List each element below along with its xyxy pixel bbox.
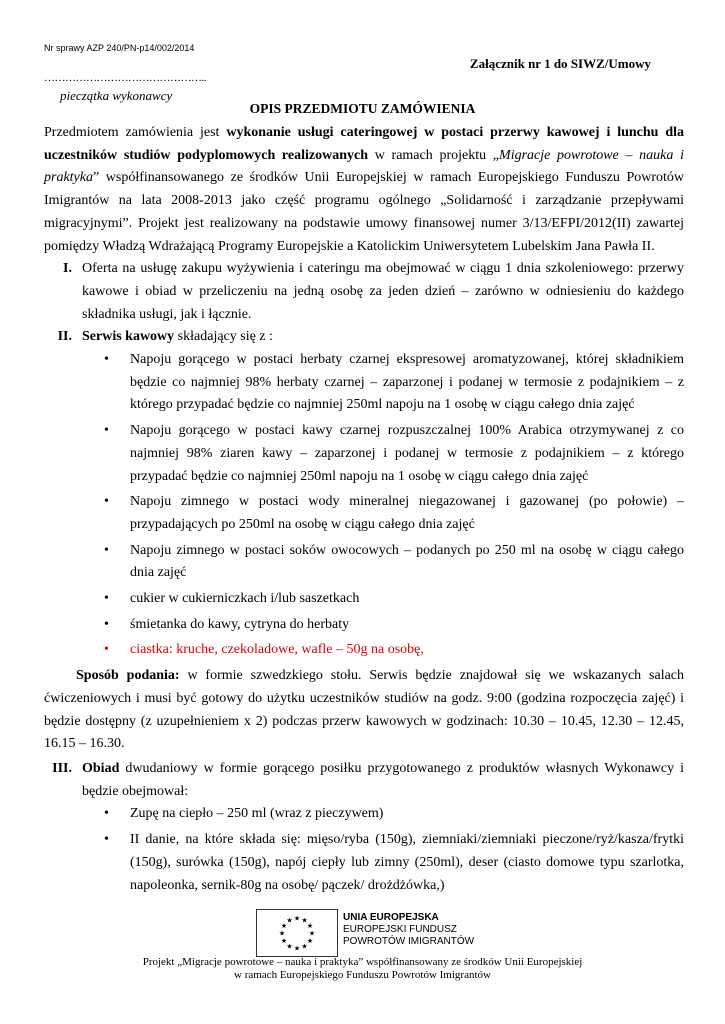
eu-star-icon: ★ bbox=[306, 922, 314, 930]
list-item: • cukier w cukierniczkach i/lub saszetkach bbox=[104, 588, 684, 611]
serving-label: Sposób podania: bbox=[76, 668, 180, 684]
list-item: • Napoju gorącego w postaci herbaty czarnej ekspresowej aromatyzowanej, której składnikiem będzie co najmniej 98% herbaty czarnej – zaparzonej i podanej w termosie z podajnikiem – z którego przypadać będzie co najmniej 250ml napoju na 1 osobę w ciągu całego dnia zajęć bbox=[104, 349, 684, 417]
eu-star-icon: ★ bbox=[286, 916, 293, 925]
footer-line-2: w ramach Europejskiego Funduszu Powrotów Imigrantów bbox=[234, 969, 491, 981]
eu-star-icon: ★ bbox=[293, 944, 301, 953]
eu-flag-logo bbox=[256, 909, 338, 957]
eu-logo-text bbox=[343, 912, 474, 948]
section-2 bbox=[44, 326, 684, 349]
list-item-highlighted: • ciastka: kruche, czekoladowe, wafle – 50g na osobę, bbox=[104, 639, 684, 662]
eu-star-icon: ★ bbox=[306, 937, 314, 945]
attachment-label: Załącznik nr 1 do SIWZ/Umowy bbox=[469, 56, 651, 71]
list-item: • II danie, na które składa się: mięso/ryba (150g), ziemniaki/ziemniaki pieczone/ryż/kasza/frytki (150g), surówka (150g), napój ciepły lub zimny (250ml), deser (ciasto domowe typu szarlotka, napoleonka, sernik-80g na osobę/ pączek/ drożdżówka,) bbox=[104, 829, 684, 897]
intro-bold: wykonanie usługi cateringowej w postaci przerwy kawowej i lunchu dla uczestników studiów podyplomowych realizowanych bbox=[44, 125, 684, 163]
eu-star-icon: ★ bbox=[293, 914, 301, 923]
list-item: • Zupę na ciepło – 250 ml (wraz z pieczywem) bbox=[104, 803, 684, 826]
intro-text-2: w ramach projektu „ bbox=[368, 147, 500, 163]
eu-star-icon: ★ bbox=[286, 942, 293, 951]
eu-star-icon: ★ bbox=[280, 937, 288, 945]
section-3-number: III. bbox=[52, 760, 72, 776]
eu-line-1: UNIA EUROPEJSKA bbox=[343, 912, 439, 923]
list-item: • Napoju gorącego w postaci kawy czarnej rozpuszczalnej 100% Arabica otrzymywanej z co najmniej 98% ziaren kawy – zaparzonej i podanej w termosie z podajnikiem – z którego przypadać będzie co najmniej 250ml napoju na 1 osobę w ciągu całego dnia zajęć bbox=[104, 420, 684, 488]
eu-star-icon: ★ bbox=[301, 916, 308, 925]
section-3-rest: dwudaniowy w formie gorącego posiłku przygotowanego z produktów własnych Wykonawcy i będzie obejmował: bbox=[82, 760, 684, 799]
stamp-line: ……………………………………….. bbox=[44, 72, 206, 84]
section-1-number: I. bbox=[63, 261, 72, 277]
footer-line-1: Projekt „Migracje powrotowe – nauka i praktyka” współfinansowany ze środków Unii Europejskiej bbox=[142, 956, 583, 968]
section-3-heading bbox=[82, 758, 684, 803]
eu-star-icon: ★ bbox=[280, 922, 288, 930]
section-2-bold: Serwis kawowy bbox=[82, 329, 175, 345]
lunch-list bbox=[44, 803, 684, 897]
list-item: • Napoju zimnego w postaci soków owocowych – podanych po 250 ml na osobę w ciągu całego dnia zajęć bbox=[104, 540, 684, 585]
project-name: Migracje powrotowe – nauka i praktyka bbox=[44, 147, 684, 186]
eu-line-2: EUROPEJSKI FUNDUSZ bbox=[343, 924, 457, 935]
list-item: • śmietanka do kawy, cytryna do herbaty bbox=[104, 614, 684, 637]
stamp-label: pieczątka wykonawcy bbox=[60, 88, 173, 103]
eu-star-icon: ★ bbox=[301, 942, 308, 951]
section-2-number: II. bbox=[57, 329, 72, 345]
list-item: • Napoju zimnego w postaci wody mineralnej niegazowanej i gazowanej (po połowie) – przypadających po 250ml na osobę w ciągu całego dnia zajęć bbox=[104, 491, 684, 536]
section-3-bold: Obiad bbox=[82, 760, 120, 776]
intro-text-1: Przedmiotem zamówienia jest bbox=[44, 125, 227, 140]
eu-star-icon: ★ bbox=[308, 929, 316, 938]
eu-line-3: POWROTÓW IMIGRANTÓW bbox=[343, 936, 475, 947]
coffee-service-list bbox=[44, 349, 684, 662]
footer-note bbox=[0, 956, 725, 982]
section-1-text: Oferta na usługę zakupu wyżywienia i cateringu ma obejmować w ciągu 1 dnia szkoleniowego: przerwy kawowe i obiad w przeliczeniu na jedną osobę za jeden dzień – zarówno w odniesieniu do każdego składnika usługi, jak i łącznie. bbox=[82, 261, 684, 322]
section-2-heading bbox=[82, 326, 684, 349]
document-body bbox=[44, 122, 684, 900]
serving-paragraph bbox=[44, 665, 684, 756]
intro-paragraph bbox=[44, 122, 684, 258]
eu-stars-icon bbox=[257, 910, 337, 956]
section-1 bbox=[44, 258, 684, 326]
eu-star-icon: ★ bbox=[278, 929, 286, 938]
section-2-rest: składający się z : bbox=[174, 329, 273, 345]
intro-text-3: ” współfinansowanego ze środków Unii Europejskiej w ramach Europejskiego Funduszu Powrotów Imigrantów na lata 2008-2013 jako część programu ogólnego „Solidarność i zarządzanie przepływami migracyjnymi”. Projekt jest realizowany na podstawie umowy finansowej numer 3/13/EFPI/2012(II) zawartej pomiędzy Władzą Wdrażającą Programy Europejskie a Katolickim Uniwersytetem Lubelskim Jana Pawła II. bbox=[44, 170, 684, 254]
case-number: Nr sprawy AZP 240/PN-p14/002/2014 bbox=[44, 43, 195, 53]
serving-text: w formie szwedzkiego stołu. Serwis będzie znajdował się we wskazanych salach ćwiczeniowych i musi być gotowy do użytku uczestników studiów na godz. 9:00 (godzina rozpoczęcia zajęć) i będzie dostępny (z uzupełnieniem x 2) podczas przerw kawowych w godzinach: 10.30 – 10.45, 12.30 – 12.45, 16.15 – 16.30. bbox=[44, 668, 685, 752]
page-title: OPIS PRZEDMIOTU ZAMÓWIENIA bbox=[249, 101, 476, 116]
section-3 bbox=[44, 758, 684, 803]
